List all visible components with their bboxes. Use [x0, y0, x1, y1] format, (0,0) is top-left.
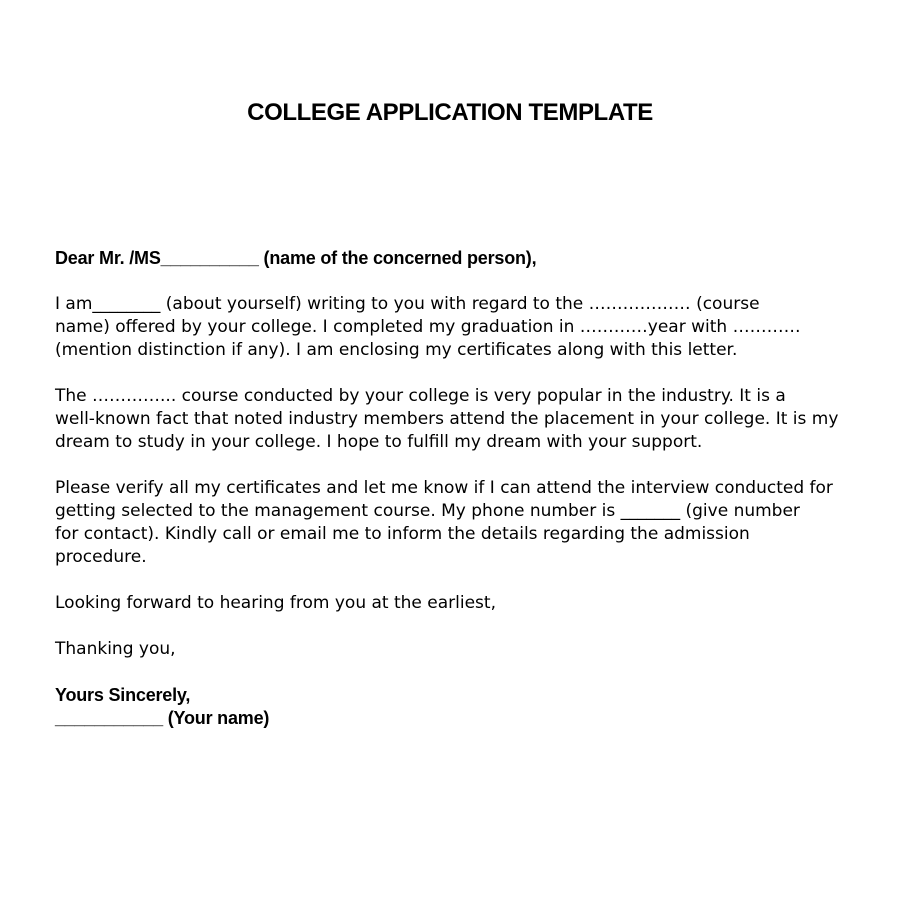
document-title: COLLEGE APPLICATION TEMPLATE	[247, 99, 653, 126]
paragraph-line: The …………... course conducted by your college is very popular in the industry. It is a	[55, 386, 786, 406]
paragraph-line: procedure.	[55, 547, 147, 567]
looking-forward-line: Looking forward to hearing from you at the earliest,	[55, 593, 496, 613]
thanking-line: Thanking you,	[55, 639, 176, 659]
sign-off: Yours Sincerely,	[55, 685, 191, 705]
letter-body	[55, 247, 855, 730]
signature-line: ___________ (Your name)	[55, 708, 270, 728]
paragraph-line: getting selected to the management course. My phone number is _______ (give number	[55, 501, 800, 521]
paragraph-line: Please verify all my certificates and let me know if I can attend the interview conducted for	[55, 478, 833, 498]
paragraph-line: name) offered by your college. I completed my graduation in …………year with …………	[55, 317, 801, 337]
paragraph-course	[55, 385, 855, 454]
paragraph-line: dream to study in your college. I hope to fulfill my dream with your support.	[55, 432, 703, 452]
paragraph-line: well-known fact that noted industry members attend the placement in your college. It is my	[55, 409, 839, 429]
paragraph-line: I am________ (about yourself) writing to you with regard to the ……………… (course	[55, 294, 760, 314]
paragraph-line: for contact). Kindly call or email me to inform the details regarding the admission	[55, 524, 750, 544]
salutation: Dear Mr. /MS__________ (name of the concerned person),	[55, 248, 537, 268]
paragraph-intro	[55, 293, 855, 362]
paragraph-request	[55, 477, 855, 569]
paragraph-line: (mention distinction if any). I am enclosing my certificates along with this letter.	[55, 340, 738, 360]
